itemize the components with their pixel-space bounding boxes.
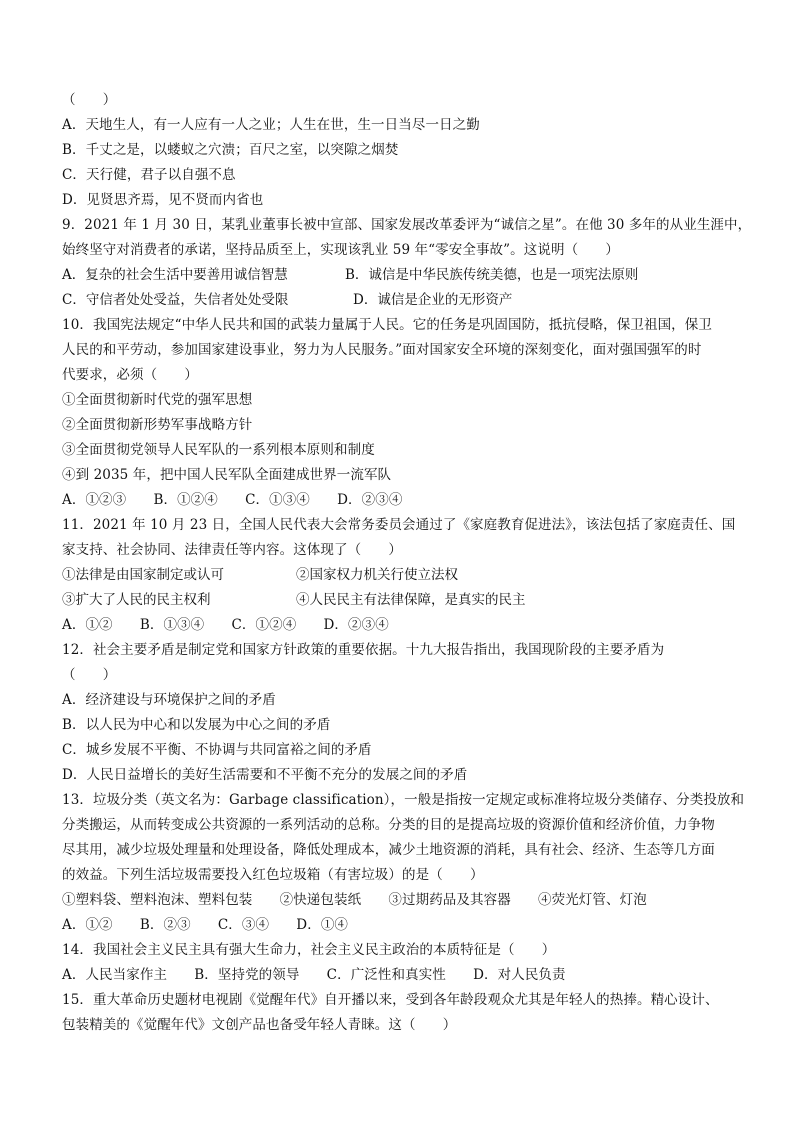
q11-item-1: ①法律是由国家制定或认可 [62, 567, 224, 583]
q10-item-1: ①全面贯彻新时代党的强军思想 [62, 392, 253, 408]
q14-options: A．人民当家作主 B．坚持党的领导 C．广泛性和真实性 D．对人民负责 [62, 967, 566, 983]
q12-option-c: C．城乡发展不平衡、不协调与共同富裕之间的矛盾 [62, 742, 372, 758]
q9-stem-line2: 始终坚守对消费者的承诺，坚持品质至上，实现该乳业 59 年“零安全事故”。这说明（ ） [62, 242, 619, 258]
q10-item-2: ②全面贯彻新形势军事战略方针 [62, 417, 253, 433]
q10-stem-line3: 代要求，必须（ ） [62, 367, 198, 383]
q10-item-3: ③全面贯彻党领导人民军队的一系列根本原则和制度 [62, 442, 375, 458]
q9-option-c: C．守信者处处受益，失信者处处受限 [62, 292, 289, 308]
q11-item-4: ④人民民主有法律保障，是真实的民主 [296, 592, 526, 608]
q14-stem: 14．我国社会主义民主具有强大生命力，社会主义民主政治的本质特征是（ ） [62, 942, 556, 958]
q13-items: ①塑料袋、塑料泡沫、塑料包装 ②快递包装纸 ③过期药品及其容器 ④荧光灯管、灯泡 [62, 892, 647, 908]
q11-stem-line2: 家支持、社会协同、法律责任等内容。这体现了（ ） [62, 542, 402, 558]
q15-stem-line2: 包装精美的《觉醒年代》文创产品也备受年轻人青睐。这（ ） [62, 1017, 457, 1033]
q10-options: A．①②③ B．①②④ C．①③④ D．②③④ [62, 492, 403, 508]
q12-option-d: D．人民日益增长的美好生活需要和不平衡不充分的发展之间的矛盾 [62, 767, 468, 783]
q9-option-d: D．诚信是企业的无形资产 [353, 292, 513, 308]
q13-stem-line2: 分类搬运，从而转变成公共资源的一系列活动的总称。分类的目的是提高垃圾的资源价值和经济价值，力争物 [62, 817, 715, 833]
q8-option-c: C．天行健，君子以自强不息 [62, 167, 236, 183]
q10-item-4: ④到 2035 年，把中国人民军队全面建成世界一流军队 [62, 467, 392, 483]
q15-stem-line1: 15．重大革命历史题材电视剧《觉醒年代》自开播以来，受到各年龄段观众尤其是年轻人的热捧。精心设计、 [62, 992, 719, 1008]
q12-answer-paren: （ ） [62, 667, 117, 683]
q8-option-a: A．天地生人，有一人应有一人之业；人生在世，生一日当尽一日之勤 [62, 117, 480, 133]
q11-item-3: ③扩大了人民的民主权利 [62, 592, 211, 608]
q13-stem-line1: 13．垃圾分类（英文名为：Garbage classification），一般是指按一定规定或标准将垃圾分类储存、分类投放和 [62, 792, 745, 808]
q10-stem-line1: 10．我国宪法规定“中华人民共和国的武装力量属于人民。它的任务是巩固国防，抵抗侵略，保卫祖国，保卫 [62, 317, 712, 333]
q8-answer-paren: （ ） [62, 92, 117, 108]
q11-stem-line1: 11．2021 年 10 月 23 日，全国人民代表大会常务委员会通过了《家庭教育促进法》，该法包括了家庭责任、国 [62, 517, 736, 533]
q8-option-d: D．见贤思齐焉，见不贤而内省也 [62, 192, 264, 208]
q12-option-a: A．经济建设与环境保护之间的矛盾 [62, 692, 276, 708]
q10-stem-line2: 人民的和平劳动，参加国家建设事业，努力为人民服务。”面对国家安全环境的深刻变化，面对强国强军的时 [62, 342, 702, 358]
q11-item-2: ②国家权力机关行使立法权 [296, 567, 458, 583]
q13-stem-line3: 尽其用，减少垃圾处理量和处理设备，降低处理成本，减少土地资源的消耗，具有社会、经济、生态等几方面 [62, 842, 715, 858]
q12-stem-line1: 12．社会主要矛盾是制定党和国家方针政策的重要依据。十九大报告指出，我国现阶段的主要矛盾为 [62, 642, 665, 658]
q13-options: A．①② B．②③ C．③④ D．①④ [62, 917, 349, 933]
q11-options: A．①② B．①③④ C．①②④ D．②③④ [62, 617, 389, 633]
q12-option-b: B．以人民为中心和以发展为中心之间的矛盾 [62, 717, 331, 733]
q9-stem-line1: 9．2021 年 1 月 30 日，某乳业董事长被中宣部、国家发展改革委评为“诚信之星”。在他 30 多年的从业生涯中， [62, 217, 752, 233]
q9-option-b: B．诚信是中华民族传统美德，也是一项宪法原则 [345, 267, 639, 283]
q8-option-b: B．千丈之是，以蝼蚁之穴溃；百尺之室，以突隙之烟焚 [62, 142, 399, 158]
q13-stem-line4: 的效益。下列生活垃圾需要投入红色垃圾箱（有害垃圾）的是（ ） [62, 867, 484, 883]
q9-option-a: A．复杂的社会生活中要善用诚信智慧 [62, 267, 288, 283]
